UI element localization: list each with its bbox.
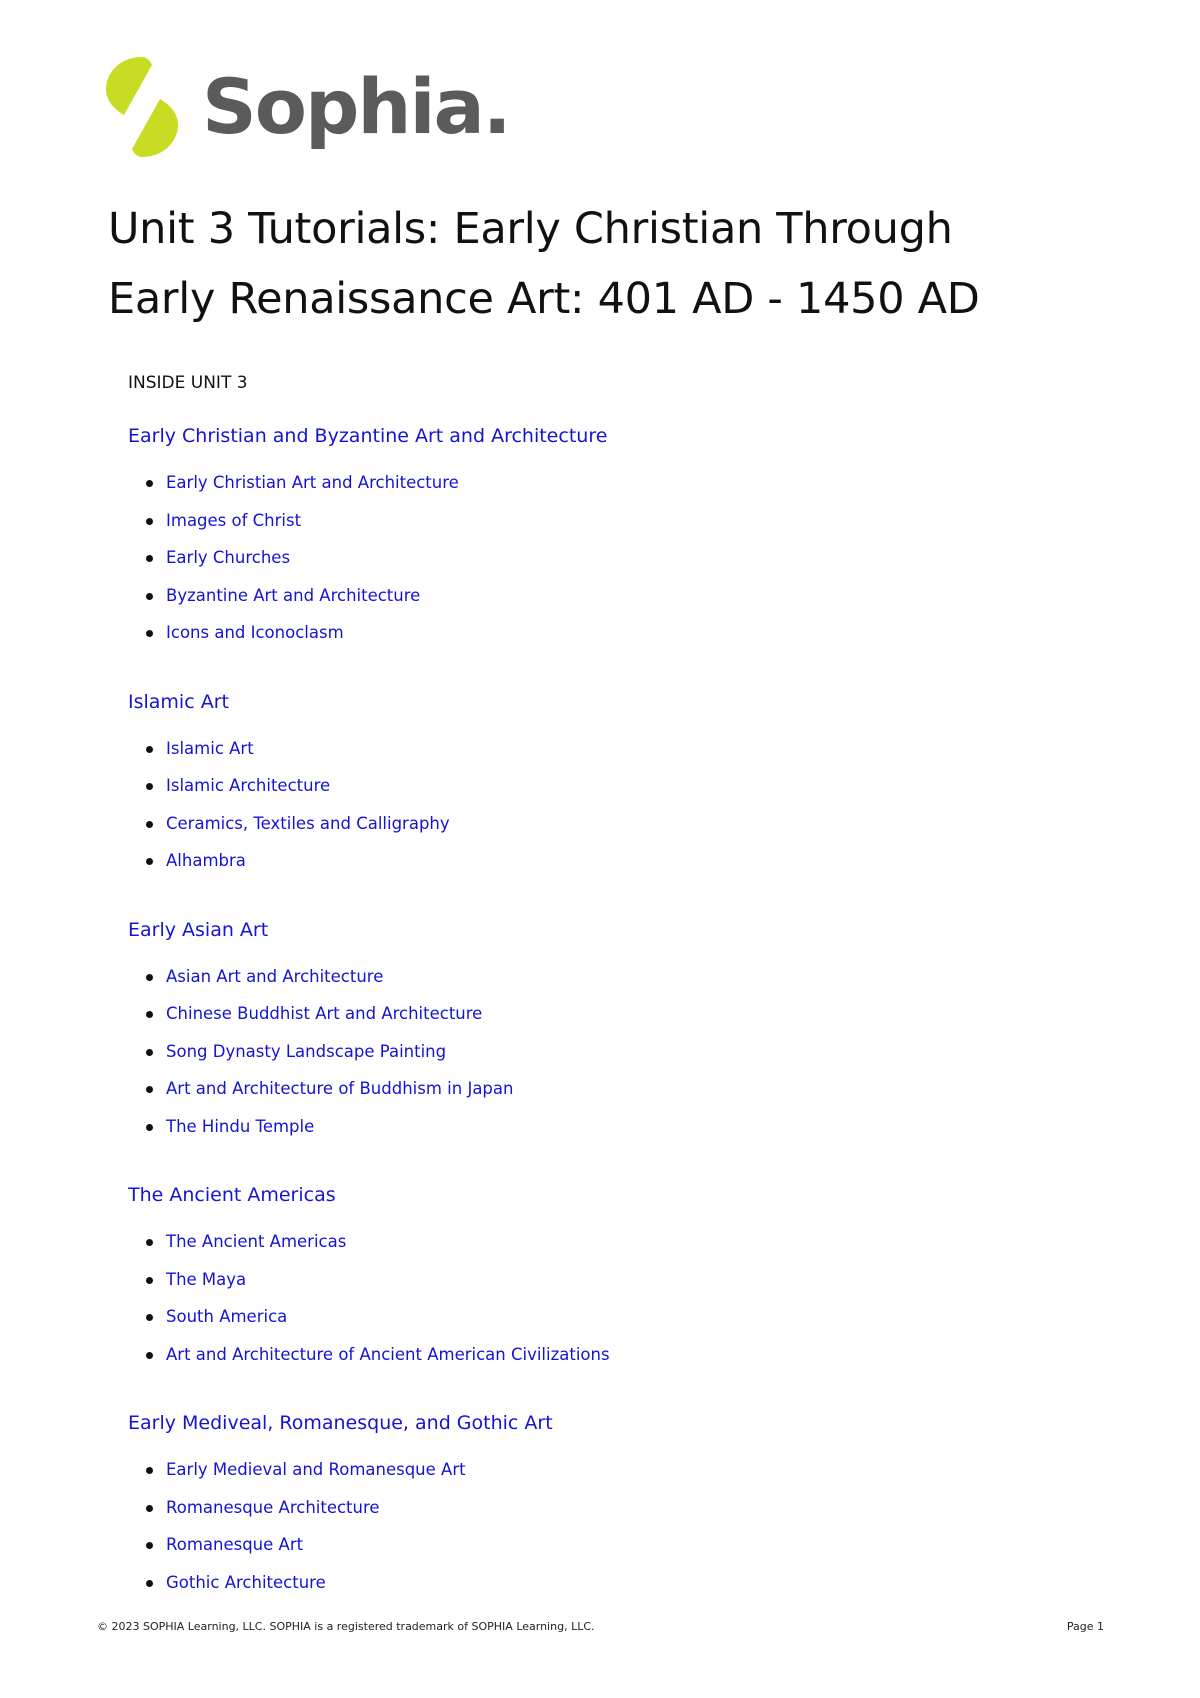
list-item xyxy=(128,586,1128,624)
footer-page-number: Page 1 xyxy=(1066,1620,1104,1633)
toc-section xyxy=(128,917,1128,1155)
section-heading-link[interactable]: The Ancient Americas xyxy=(128,1184,336,1206)
tutorial-link[interactable]: Early Medieval and Romanesque Art xyxy=(166,1460,466,1479)
page-title xyxy=(108,194,1108,334)
bullet-icon xyxy=(146,1505,153,1512)
tutorial-link[interactable]: Song Dynasty Landscape Painting xyxy=(166,1041,447,1061)
list-item xyxy=(128,1535,1128,1573)
table-of-contents xyxy=(128,371,1128,1610)
tutorial-link[interactable]: Alhambra xyxy=(166,851,246,870)
tutorial-link[interactable]: Icons and Iconoclasm xyxy=(166,623,344,642)
bullet-icon xyxy=(146,1239,153,1246)
bullet-icon xyxy=(146,1011,153,1018)
toc-section xyxy=(128,1182,1128,1382)
tutorial-link[interactable]: Early Christian Art and Architecture xyxy=(166,473,459,492)
tutorial-list xyxy=(128,473,1128,661)
tutorial-link[interactable]: The Ancient Americas xyxy=(166,1232,347,1251)
bullet-icon xyxy=(146,783,153,790)
list-item xyxy=(128,1004,1128,1042)
list-item xyxy=(128,851,1128,889)
bullet-icon xyxy=(146,480,153,487)
list-item xyxy=(128,1460,1128,1498)
bullet-icon xyxy=(146,1580,153,1587)
list-item xyxy=(128,473,1128,511)
tutorial-link[interactable]: Ceramics, Textiles and Calligraphy xyxy=(166,813,450,833)
section-heading-link[interactable]: Early Asian Art xyxy=(128,918,269,941)
inside-unit-label: INSIDE UNIT 3 xyxy=(128,373,248,393)
tutorial-link[interactable]: South America xyxy=(166,1307,288,1326)
footer-copyright: © 2023 SOPHIA Learning, LLC. SOPHIA is a registered trademark of SOPHIA Learning, LLC. xyxy=(97,1620,595,1633)
tutorial-link[interactable]: Romanesque Architecture xyxy=(166,1497,380,1517)
sophia-wordmark: Sophia. xyxy=(202,62,510,151)
bullet-icon xyxy=(146,1467,153,1474)
tutorial-link[interactable]: Islamic Architecture xyxy=(166,776,331,795)
section-heading-link[interactable]: Islamic Art xyxy=(128,690,229,713)
tutorial-list xyxy=(128,1460,1128,1610)
sophia-logo xyxy=(102,52,510,162)
list-item xyxy=(128,776,1128,814)
bullet-icon xyxy=(146,746,153,753)
page-title-line-1: Unit 3 Tutorials: Early Christian Through xyxy=(108,204,953,254)
list-item xyxy=(128,814,1128,852)
tutorial-link[interactable]: Asian Art and Architecture xyxy=(166,966,384,986)
list-item xyxy=(128,1042,1128,1080)
section-heading-link[interactable]: Early Christian and Byzantine Art and Architecture xyxy=(128,425,608,447)
bullet-icon xyxy=(146,1124,153,1131)
tutorial-list xyxy=(128,967,1128,1155)
bullet-icon xyxy=(146,821,153,828)
tutorial-link[interactable]: Gothic Architecture xyxy=(166,1572,326,1592)
tutorial-link[interactable]: The Maya xyxy=(166,1269,247,1289)
bullet-icon xyxy=(146,974,153,981)
list-item xyxy=(128,1498,1128,1536)
list-item xyxy=(128,1117,1128,1155)
bullet-icon xyxy=(146,858,153,865)
tutorial-link[interactable]: Art and Architecture of Buddhism in Japan xyxy=(166,1079,514,1098)
bullet-icon xyxy=(146,1086,153,1093)
list-item xyxy=(128,511,1128,549)
bullet-icon xyxy=(146,593,153,600)
tutorial-link[interactable]: Images of Christ xyxy=(166,510,302,530)
tutorial-link[interactable]: Islamic Art xyxy=(166,738,254,758)
tutorial-link[interactable]: Early Churches xyxy=(166,548,291,567)
section-heading-link[interactable]: Early Mediveal, Romanesque, and Gothic Art xyxy=(128,1412,553,1434)
list-item xyxy=(128,1573,1128,1611)
toc-section xyxy=(128,423,1128,661)
tutorial-list xyxy=(128,739,1128,889)
page-title-line-2: Early Renaissance Art: 401 AD - 1450 AD xyxy=(108,274,980,324)
tutorial-link[interactable]: Art and Architecture of Ancient American Civilizations xyxy=(166,1344,610,1364)
list-item xyxy=(128,1232,1128,1270)
list-item xyxy=(128,1345,1128,1383)
toc-section xyxy=(128,689,1128,889)
bullet-icon xyxy=(146,630,153,637)
tutorial-link[interactable]: Chinese Buddhist Art and Architecture xyxy=(166,1004,483,1023)
bullet-icon xyxy=(146,1314,153,1321)
tutorial-link[interactable]: Romanesque Art xyxy=(166,1535,304,1554)
list-item xyxy=(128,548,1128,586)
bullet-icon xyxy=(146,518,153,525)
list-item xyxy=(128,1270,1128,1308)
bullet-icon xyxy=(146,1542,153,1549)
list-item xyxy=(128,1307,1128,1345)
tutorial-list xyxy=(128,1232,1128,1382)
section-list xyxy=(128,423,1128,1610)
list-item xyxy=(128,967,1128,1005)
sophia-s-mark-icon xyxy=(102,55,182,159)
list-item xyxy=(128,739,1128,777)
tutorial-link[interactable]: The Hindu Temple xyxy=(166,1116,315,1136)
bullet-icon xyxy=(146,555,153,562)
list-item xyxy=(128,623,1128,661)
toc-section xyxy=(128,1410,1128,1610)
bullet-icon xyxy=(146,1352,153,1359)
tutorial-link[interactable]: Byzantine Art and Architecture xyxy=(166,585,421,605)
bullet-icon xyxy=(146,1049,153,1056)
bullet-icon xyxy=(146,1277,153,1284)
list-item xyxy=(128,1079,1128,1117)
